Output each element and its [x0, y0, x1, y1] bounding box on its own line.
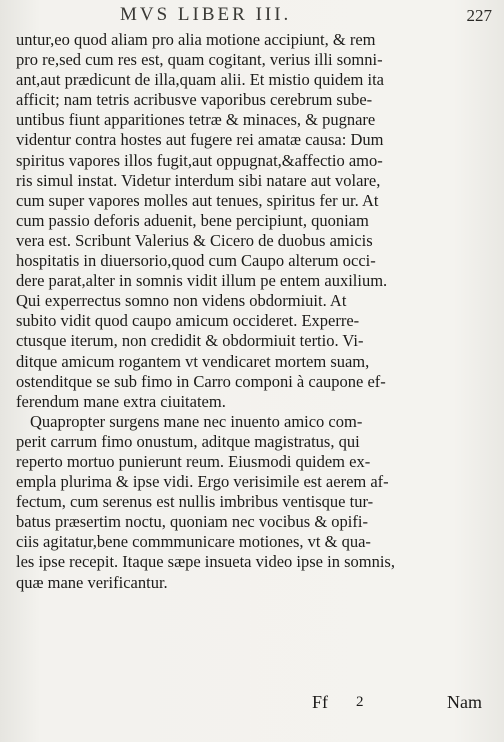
catchword: Nam	[447, 692, 482, 712]
text-line: batus præsertim noctu, quoniam nec vocibus & opifi-	[16, 512, 368, 532]
text-line: ris simul instat. Videtur interdum sibi natare aut volare,	[16, 170, 381, 190]
text-line: reperto mortuo punierunt reum. Eiusmodi quidem ex-	[16, 451, 371, 471]
text-line: afficit; nam tetris acribusve vaporibus cerebrum sube-	[16, 90, 373, 110]
signature-mark: Ff	[312, 692, 329, 712]
text-line: spiritus vapores illos fugit,aut oppugnat,&affectio amo-	[16, 150, 383, 170]
text-line: videntur contra hostes aut fugere rei amatæ causa: Dum	[16, 130, 384, 150]
text-line: untibus fiunt apparitiones tetræ & minaces, & pugnare	[16, 110, 376, 130]
text-line: ctusque iterum, non credidit & obdormiuit tertio. Vi-	[16, 331, 364, 351]
text-line: Qui experrectus somno non videns obdormiuit. At	[16, 291, 347, 311]
text-line: cum super vapores molles aut tenues, spiritus fer ur. At	[16, 190, 379, 210]
text-line: empla plurima & ipse vidi. Ergo verisimile est aerem af-	[16, 472, 389, 492]
text-line: ferendum mane extra ciuitatem.	[16, 391, 226, 411]
text-line: ostenditque se sub fimo in Carro componi à caupone ef-	[16, 371, 386, 391]
text-line: untur,eo quod aliam pro alia motione accipiunt, & rem	[16, 30, 376, 49]
page-header	[0, 2, 504, 30]
text-line: Quapropter surgens mane nec inuento amico com-	[30, 411, 363, 431]
text-line: ciis agitatur,bene commmunicare motiones, vt & qua-	[16, 532, 371, 552]
body-text	[16, 30, 486, 593]
text-line: dere parat,alter in somnis vidit illum pe entem auxilium.	[16, 271, 388, 291]
running-head: MVS LIBER III.	[120, 4, 292, 25]
text-line: ant,aut prædicunt de illa,quam alii. Et mistio quidem ita	[16, 70, 384, 90]
text-line: perit carrum fimo onustum, aditque magistratus, qui	[16, 431, 360, 451]
signature-number: 2	[356, 694, 364, 710]
text-line: quæ mane verificantur.	[16, 572, 168, 592]
text-line: ditque amicum rogantem vt vendicaret mortem suam,	[16, 351, 370, 371]
text-line: cum passio deforis aduenit, bene percipiunt, quoniam	[16, 210, 369, 230]
text-line: fectum, cum serenus est nullis imbribus ventisque tur-	[16, 492, 374, 512]
page-footer	[0, 692, 504, 722]
text-line: subito vidit quod caupo amicum occideret. Experre-	[16, 311, 360, 331]
text-line: vera est. Scribunt Valerius & Cicero de duobus amicis	[16, 230, 373, 250]
text-line: hospitatis in diuersorio,quod cum Caupo alterum occi-	[16, 251, 376, 271]
text-line: les ipse recepit. Itaque sæpe insueta video ipse in somnis,	[16, 552, 395, 572]
page-number: 227	[466, 6, 492, 25]
text-line: pro re,sed cum res est, quam cogitant, verius illi somni-	[16, 50, 383, 70]
